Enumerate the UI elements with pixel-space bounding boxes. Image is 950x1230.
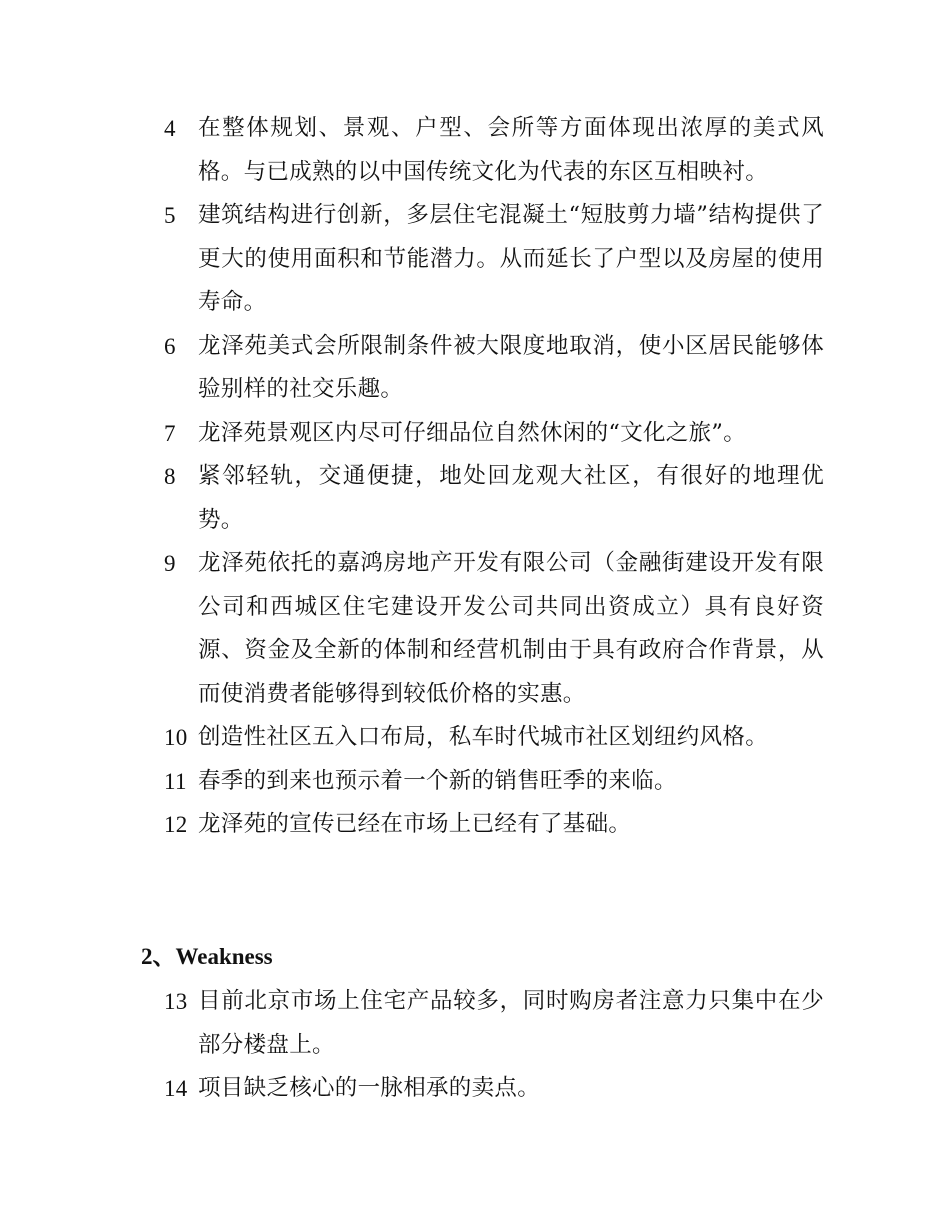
item-number: 7 bbox=[164, 420, 176, 446]
item-text: 建筑结构进行创新，多层住宅混凝土“短肢剪力墙”结构提供了更大的使用面积和节能潜力。从而延长了户型以及房屋的使用寿命。 bbox=[198, 202, 824, 315]
list-item bbox=[164, 194, 824, 325]
item-text: 目前北京市场上住宅产品较多，同时购房者注意力只集中在少部分楼盘上。 bbox=[198, 988, 824, 1058]
list-item bbox=[164, 542, 824, 716]
item-text: 紧邻轻轨，交通便捷，地处回龙观大社区，有很好的地理优势。 bbox=[198, 463, 824, 533]
list-item bbox=[164, 1067, 824, 1111]
item-number: 14 bbox=[164, 1076, 188, 1101]
item-text: 龙泽苑的宣传已经在市场上已经有了基础。 bbox=[198, 811, 632, 837]
list-item bbox=[164, 980, 824, 1067]
item-number: 11 bbox=[164, 768, 187, 794]
item-number: 12 bbox=[164, 812, 188, 837]
item-text: 项目缺乏核心的一脉相承的卖点。 bbox=[198, 1075, 541, 1101]
list-item bbox=[164, 455, 824, 542]
item-number: 13 bbox=[164, 989, 188, 1014]
strengths-list bbox=[164, 107, 824, 847]
item-number: 4 bbox=[164, 116, 176, 141]
list-item bbox=[164, 107, 824, 194]
section-heading-weakness: 2、Weakness bbox=[141, 944, 273, 969]
item-text: 龙泽苑景观区内尽可仔细品位自然休闲的“文化之旅”。 bbox=[198, 419, 747, 446]
list-item bbox=[164, 803, 824, 847]
item-text: 春季的到来也预示着一个新的销售旺季的来临。 bbox=[198, 767, 677, 794]
item-number: 5 bbox=[164, 203, 176, 228]
item-number: 10 bbox=[164, 725, 188, 750]
item-number: 9 bbox=[164, 551, 176, 576]
list-item bbox=[164, 760, 824, 804]
item-number: 6 bbox=[164, 333, 176, 359]
weakness-list bbox=[164, 980, 824, 1111]
item-number: 8 bbox=[164, 464, 176, 489]
list-item bbox=[164, 325, 824, 412]
item-text: 龙泽苑美式会所限制条件被大限度地取消，使小区居民能够体验别样的社交乐趣。 bbox=[198, 332, 824, 402]
item-text: 龙泽苑依托的嘉鸿房地产开发有限公司（金融街建设开发有限公司和西城区住宅建设开发公司共同出资成立）具有良好资源、资金及全新的体制和经营机制由于具有政府合作背景，从而使消费者能够得到较低价格的实惠。 bbox=[198, 550, 824, 707]
item-text: 创造性社区五入口布局，私车时代城市社区划纽约风格。 bbox=[198, 724, 769, 750]
item-text: 在整体规划、景观、户型、会所等方面体现出浓厚的美式风格。与已成熟的以中国传统文化为代表的东区互相映衬。 bbox=[198, 115, 824, 185]
list-item bbox=[164, 412, 824, 456]
list-item bbox=[164, 716, 824, 760]
